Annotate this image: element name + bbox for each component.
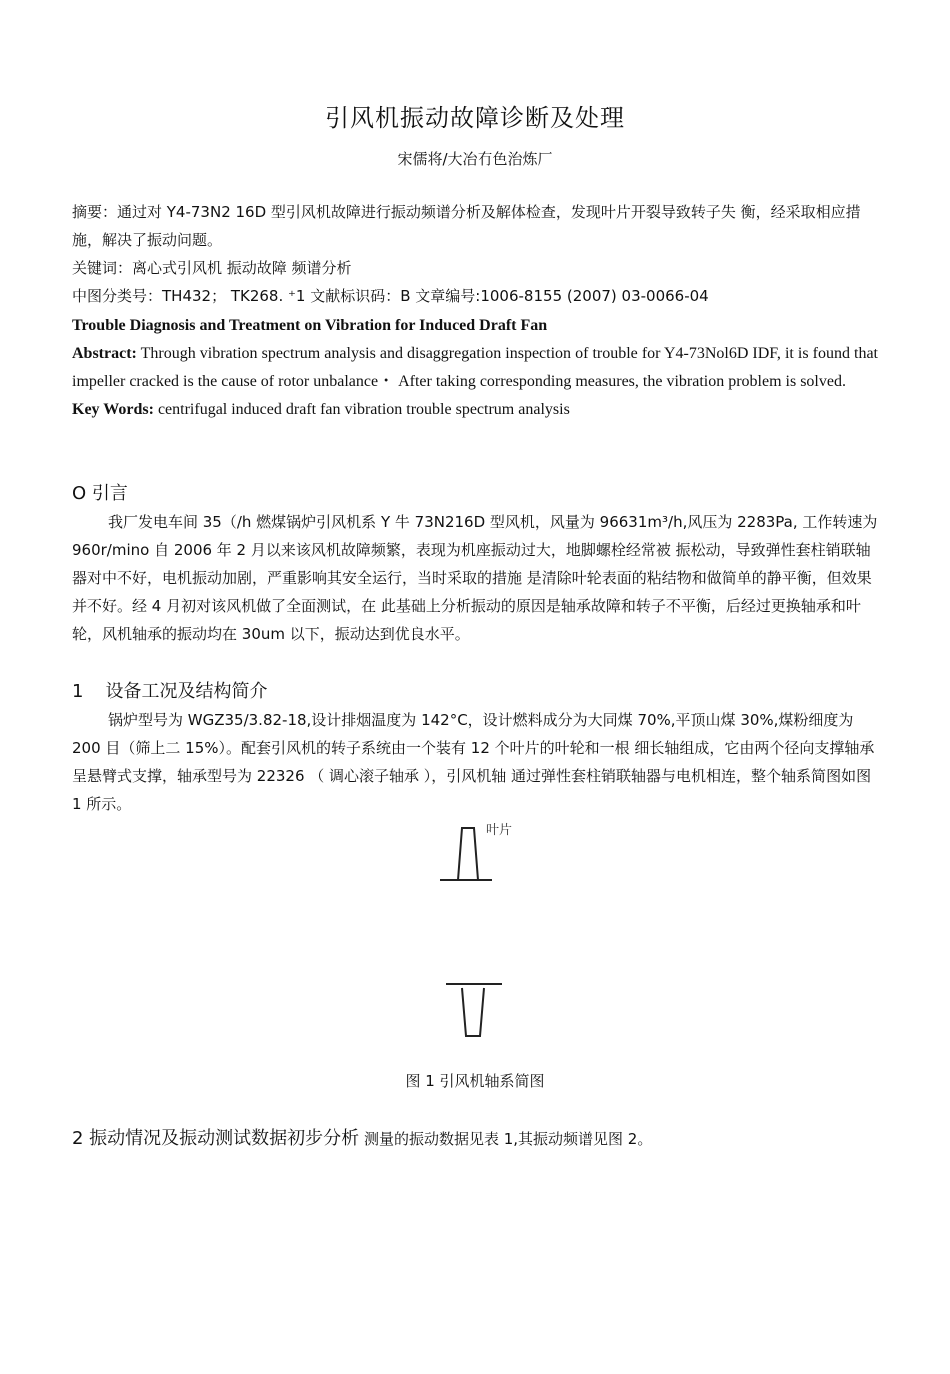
shaft-diagram [420,814,540,1044]
abstract-en-label: Abstract: [72,345,137,362]
bearing-shape [446,984,502,1036]
section-1-heading [72,678,878,706]
abstract-cn-text: 摘要：通过对 Y4-73N2 16D 型引风机故障进行振动频谱分析及解体检查，发现叶片开裂导致转子失 衡，经采取相应措施，解决了振动问题。 [72,203,861,249]
blade-shape [440,828,492,880]
section-0-text: 我厂发电车间 35（/h 燃煤锅炉引风机系 Y 牛 73N216D 型风机，风量为 96631m³/h,风压为 2283Pa, 工作转速为 960r/mino 自 2006 年 2 月以来该风机故障频繁，表现为机座振动过大，地脚螺栓经常被 振松动，导致弹性套柱销联轴器对中不好，电机振动加剧，严重影响其安全运行，当时采取的措施 是清除叶轮表面的粘结物和做简单的静平衡，但效果并不好。经 4 月初对该风机做了全面测试，在 此基础上分析振动的原因是轴承故障和转子不平衡，后经过更换轴承和叶轮，风机轴承的振动均在 30um 以下，振动达到优良水平。 [72,513,878,643]
abstract-en-text: Through vibration spectrum analysis and disaggregation inspection of trouble for Y4-73Nol6D IDF, it is found that impeller cracked is the cause of rotor unbalance・ After taking corresponding measures, the vibration problem is solved. [72,345,878,390]
section-0 [72,480,878,648]
english-title: Trouble Diagnosis and Treatment on Vibration for Induced Draft Fan [72,317,548,334]
keywords-en-label: Key Words: [72,401,154,418]
section-1-text: 锅炉型号为 WGZ35/3.82-18,设计排烟温度为 142°C，设计燃料成分为大同煤 70%,平顶山煤 30%,煤粉细度为 200 目（筛上二 15%）。配套引风机的转子系统由一个装有 12 个叶片的叶轮和一根 细长轴组成，它由两个径向支撑轴承呈悬臂式支撑，轴承型号为 22326 （ 调心滚子轴承 ），引风机轴 通过弹性套柱销联轴器与电机相连，整个轴系简图如图 1 所示。 [72,711,875,813]
english-abstract [72,312,878,424]
author-line: 宋儒将/大冶冇色治炼厂 [397,150,553,168]
keywords-en-text: centrifugal induced draft fan vibration trouble spectrum analysis [153,401,570,418]
section-1 [72,678,878,818]
section-0-heading: O 引言 [72,483,128,504]
section-2-text: 测量的振动数据见表 1,其振动频谱见图 2。 [359,1130,653,1148]
figure-1-caption: 图 1 引风机轴系简图 [405,1072,545,1090]
section-2 [72,1124,892,1150]
paper-title: 引风机振动故障诊断及处理 [325,104,625,132]
abstract-en [72,340,878,396]
keywords-cn: 关键词：离心式引风机 振动故障 频谱分析 [72,259,352,277]
section-1-number: 1 [72,681,84,702]
section-1-title: 设备工况及结构简介 [105,681,268,702]
section-2-heading: 2 振动情况及振动测试数据初步分析 [72,1128,360,1149]
classification-line: 中图分类号：TH432； TK268. ⁺1 文献标识码：B 文章编号:1006-8155 (2007) 03-0066-04 [72,287,709,305]
keywords-en [72,396,878,424]
abstract-cn [72,198,878,310]
blade-label: 叶片 [486,823,513,838]
